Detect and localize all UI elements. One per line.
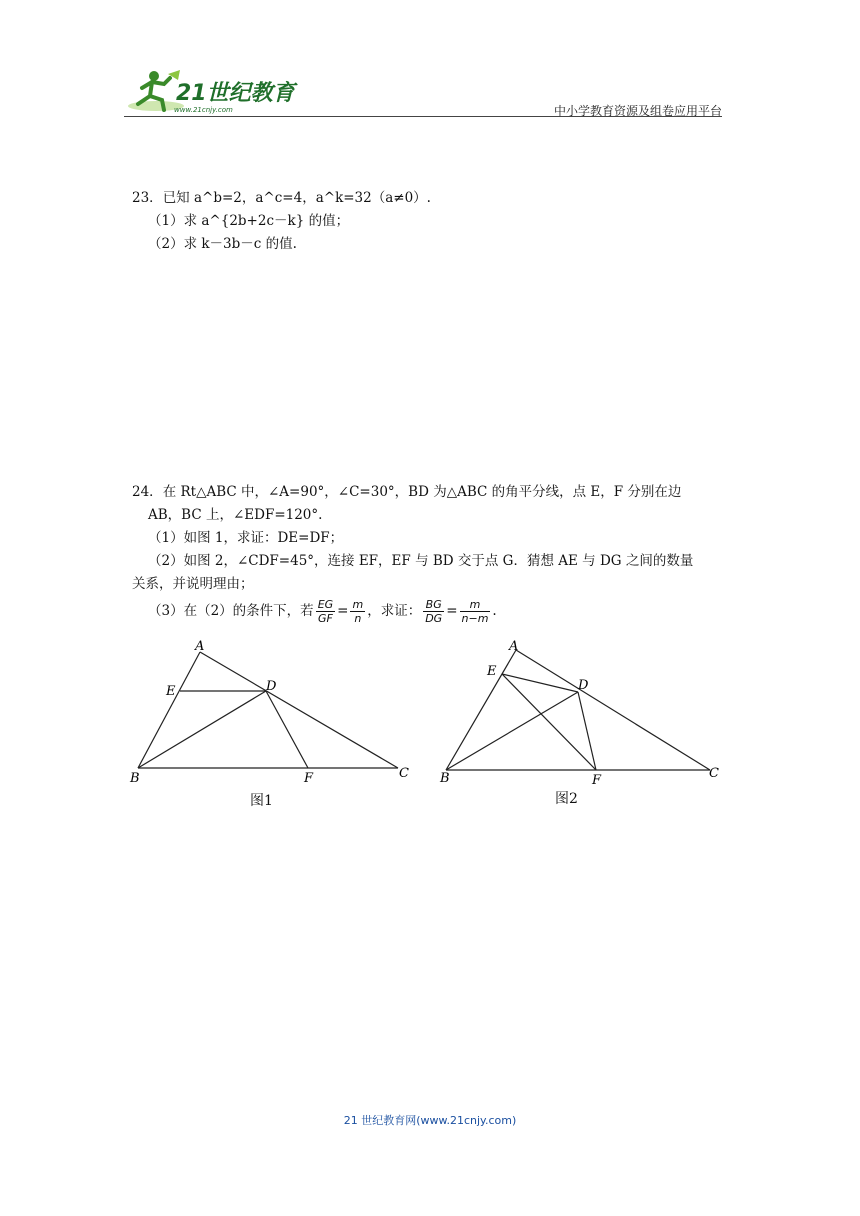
q23-part1: （1）求 a^{2b+2c－k} 的值；	[148, 213, 350, 229]
q24-line1	[132, 480, 681, 500]
q24-part3-prefix: （3）在（2）的条件下，若	[148, 603, 314, 619]
q24-part2b: 关系，并说明理由；	[132, 576, 254, 592]
q24-line1-text: 在 Rt△ABC 中，∠A=90°，∠C=30°，BD 为△ABC 的角平分线，点 E，F 分别在边	[162, 484, 682, 500]
fig1-label-c: C	[399, 766, 409, 781]
footer-link[interactable]: 21 世纪教育网(www.21cnjy.com)	[343, 1114, 517, 1127]
fig2-label-d: D	[578, 678, 589, 693]
q23-part2: （2）求 k－3b－c 的值.	[148, 236, 297, 252]
q23-number: 23．	[132, 190, 163, 206]
q24-number: 24．	[132, 484, 163, 500]
figure-2	[436, 636, 726, 786]
q24-part2a: （2）如图 2，∠CDF=45°，连接 EF，EF 与 BD 交于点 G．猜想 AE 与 DG 之间的数量	[148, 553, 694, 569]
figure-1	[126, 636, 426, 786]
fig2-label-f: F	[592, 773, 602, 786]
frac-numerator: EG	[317, 598, 334, 611]
frac-numerator: m	[460, 598, 491, 612]
header-slogan: 中小学教育资源及组卷应用平台	[553, 104, 722, 118]
fig1-label-a: A	[195, 639, 205, 654]
frac-denominator: n	[354, 612, 362, 625]
logo-sub-text: www.21cnjy.com	[174, 106, 233, 114]
fig1-label-b: B	[130, 771, 140, 786]
fig2-label-a: A	[509, 639, 519, 654]
fig1-label-e: E	[166, 684, 176, 699]
q23-stem-text: 已知 a^b=2，a^c=4，a^k=32（a≠0）.	[162, 190, 431, 206]
fig2-label-c: C	[709, 766, 719, 781]
fig1-label-f: F	[304, 771, 314, 786]
frac-numerator: BG	[423, 598, 444, 612]
fig2-segment-ed	[502, 674, 578, 692]
frac-numerator: m	[352, 598, 364, 611]
fraction-m-nm	[460, 598, 491, 625]
fig1-caption: 图1	[250, 793, 273, 809]
header-rule	[124, 116, 722, 117]
q24-part1: （1）如图 1，求证：DE=DF；	[148, 530, 344, 546]
frac-denominator: n−m	[461, 612, 489, 625]
fraction-bg-dg	[423, 598, 444, 625]
fig2-segment-ab	[446, 650, 516, 770]
fraction-m-n	[350, 598, 365, 625]
fig2-segment-ac	[516, 650, 710, 770]
logo-main-text: 21世纪教育	[176, 81, 295, 106]
fig2-segment-df	[578, 692, 596, 770]
fig1-segment-bd	[138, 691, 266, 768]
fig2-label-b: B	[440, 771, 450, 786]
frac-denominator: DG	[425, 612, 443, 625]
fig1-label-d: D	[266, 679, 277, 694]
q23-stem	[132, 186, 431, 206]
frac-denominator: GF	[318, 612, 333, 625]
logo-21cnjy	[124, 66, 299, 116]
q24-part3: （3）在（2）的条件下，若 $\frac{EG}{GF}$ = $\frac{m}{n}$ ，求证： $\frac{BG}{DG}$ = $\frac{m}{n-m}$ .	[148, 598, 497, 625]
page-header	[124, 66, 722, 118]
q24-line2: AB，BC 上，∠EDF=120°.	[148, 507, 323, 523]
fraction-eg-gf	[316, 598, 335, 625]
fig1-segment-ab	[138, 652, 200, 768]
q24-part3-mid: ，求证：	[367, 603, 422, 619]
fig2-label-e: E	[487, 664, 497, 679]
fig2-caption: 图2	[555, 791, 578, 807]
